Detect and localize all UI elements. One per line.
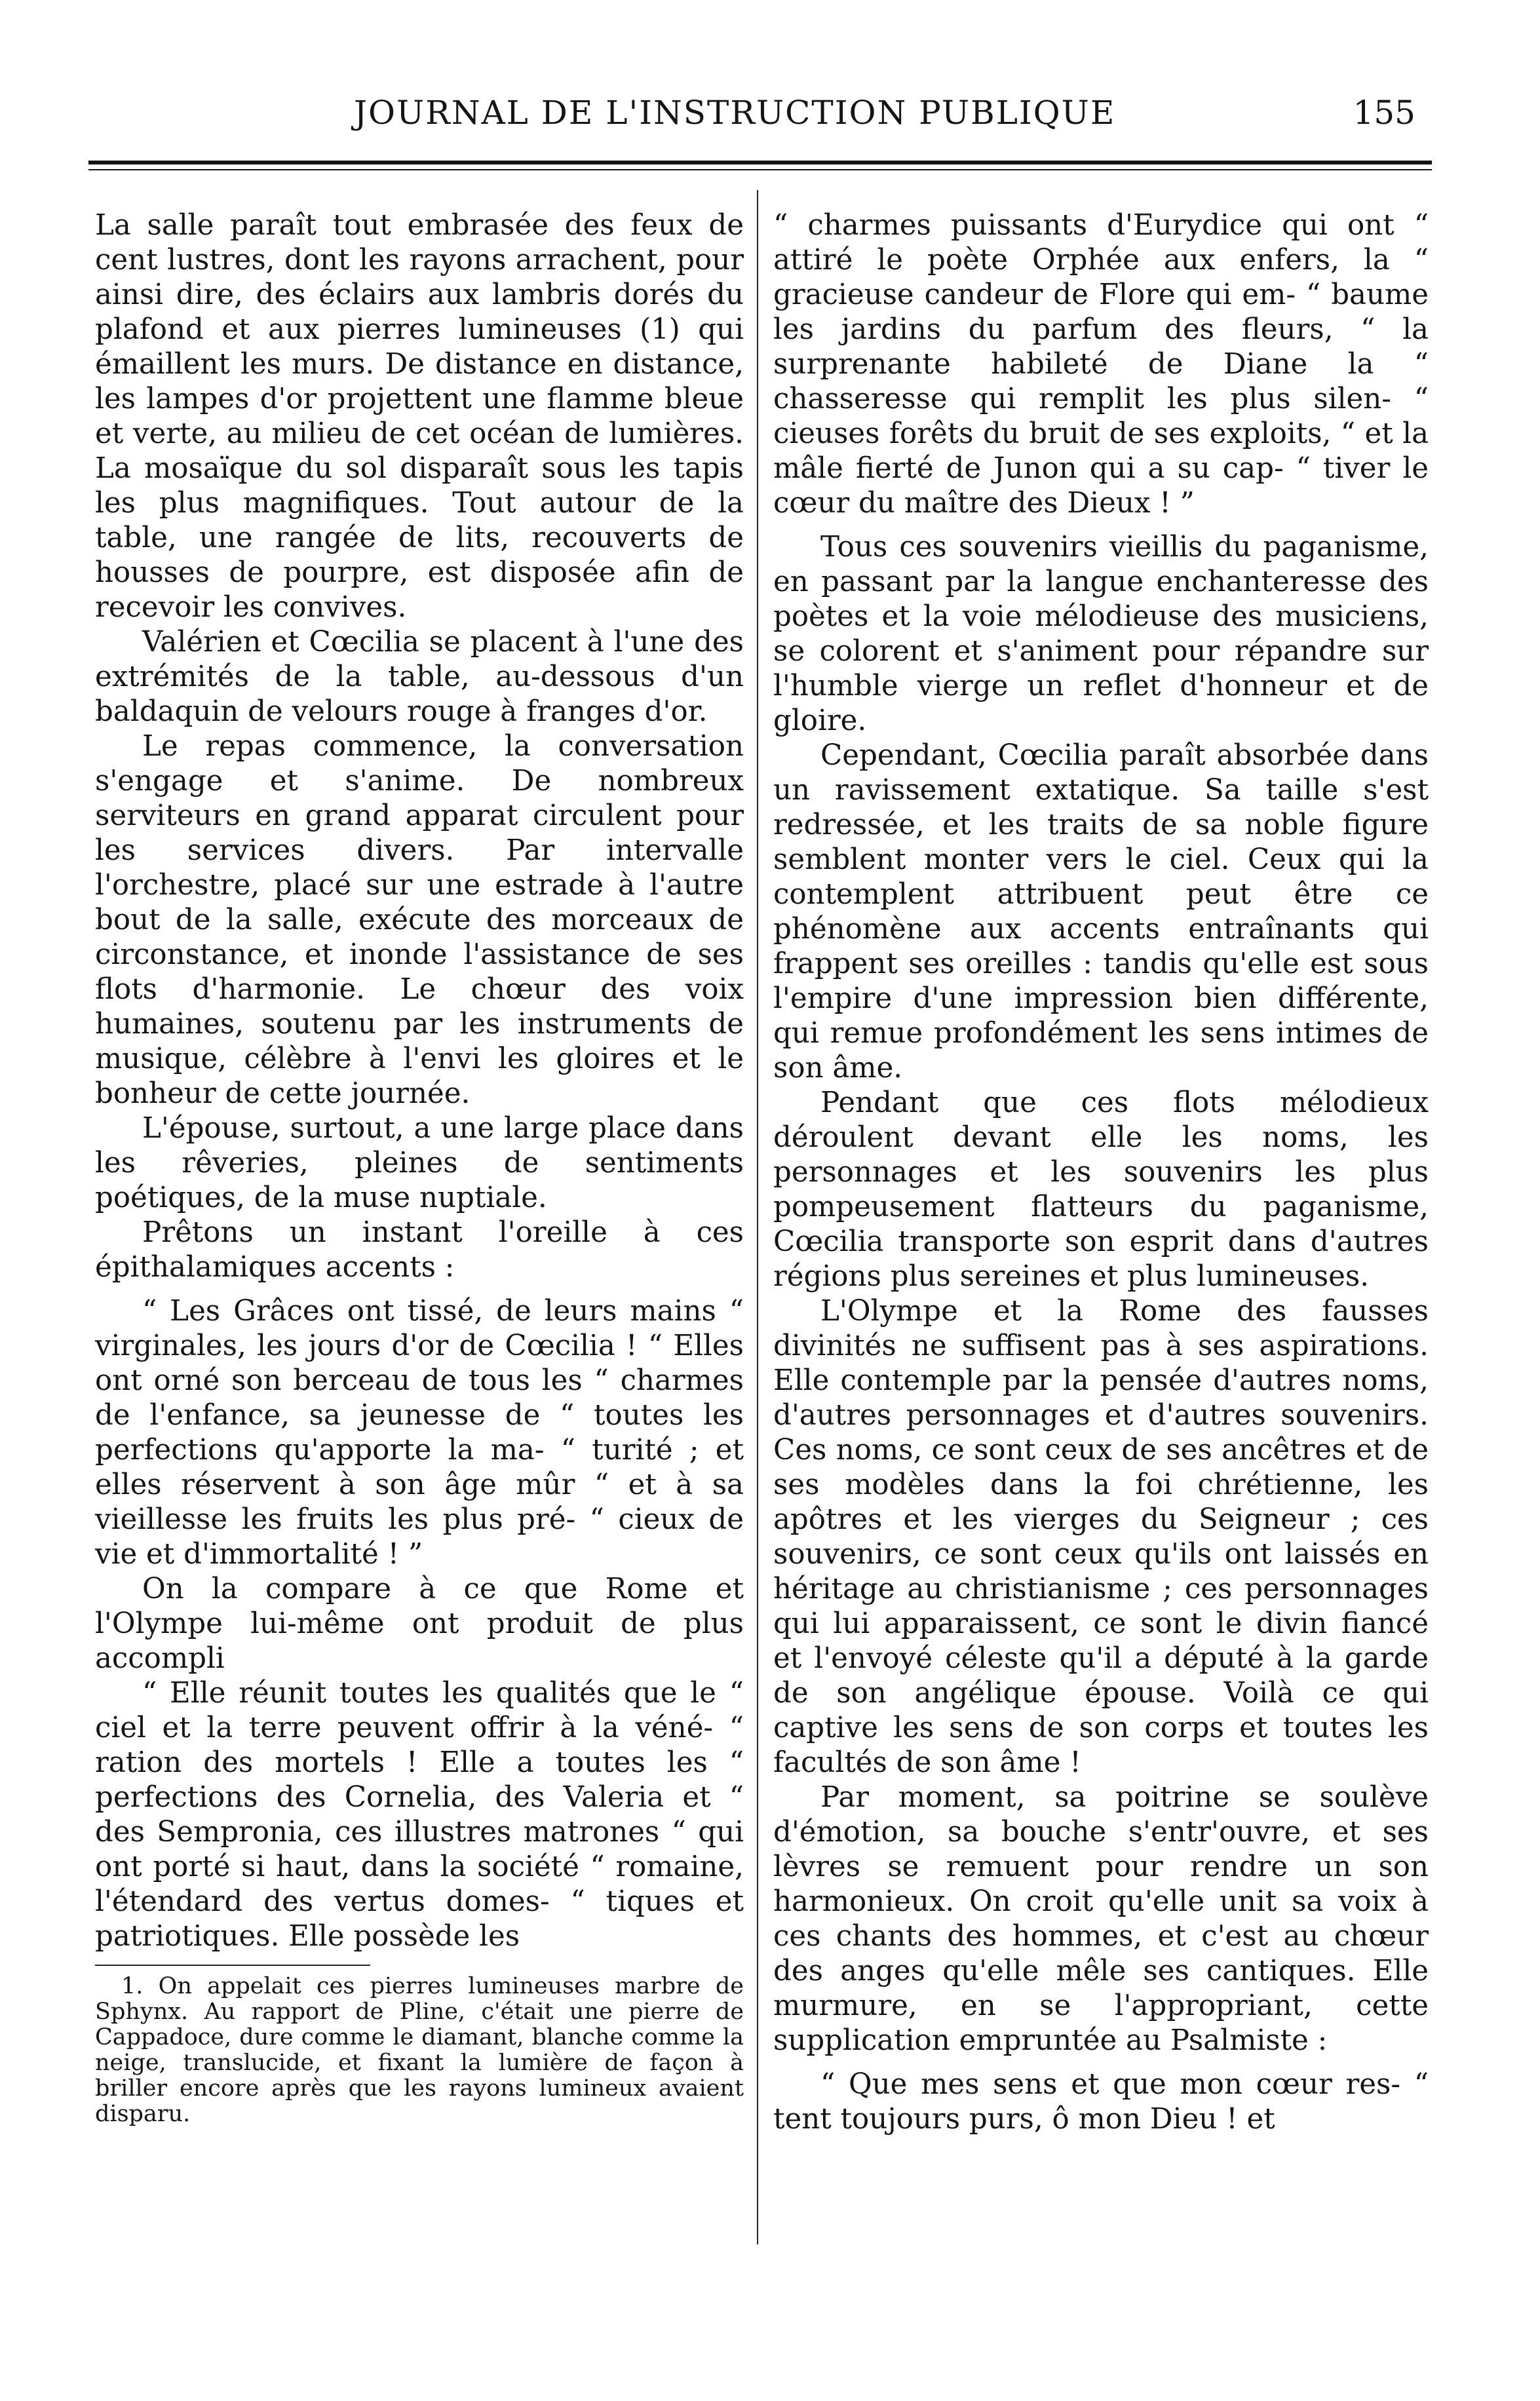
running-header — [98, 88, 1415, 147]
journal-title: JOURNAL DE L'INSTRUCTION PUBLIQUE — [354, 94, 1116, 132]
right-column — [773, 208, 1429, 2137]
left-column — [95, 208, 744, 2127]
page-number: 155 — [1353, 94, 1415, 132]
paragraph: Prêtons un instant l'oreille à ces épithalamiques accents : — [95, 1216, 744, 1284]
header-rule-thin — [88, 169, 1432, 170]
quotation: “ Les Grâces ont tissé, de leurs mains “ virginales, les jours d'or de Cœcilia ! “ Elles ont orné son berceau de tous les “ charmes de l'enfance, sa jeunesse de “ toutes les perfections qu'apporte la ma- “ turité ; et elles réservent à son âge mûr “ et à sa vieillesse les fruits les plus pré- “ cieux de vie et d'immortalité ! ” — [95, 1295, 744, 1571]
paragraph: Valérien et Cœcilia se placent à l'une des extrémités de la table, au-dessous d'un baldaquin de velours rouge à franges d'or. — [95, 626, 744, 728]
paragraph: Tous ces souvenirs vieillis du paganisme, en passant par la langue enchanteresse des poètes et la voie mélodieuse des musiciens, se colorent et s'animent pour répandre sur l'humble vierge un reflet d'honneur et de gloire. — [773, 531, 1429, 737]
footnote-rule — [95, 1965, 370, 1966]
header-rule — [88, 161, 1432, 164]
paragraph: Cependant, Cœcilia paraît absorbée dans un ravissement extatique. Sa taille s'est redressée, et les traits de sa noble figure semblent monter vers le ciel. Ceux qui la contemplent attribuent peut être ce phénomène aux accents entraînants qui frappent ses oreilles : tandis qu'elle est sous l'empire d'une impression bien différente, qui remue profondément les sens intimes de son âme. — [773, 739, 1429, 1085]
quotation: “ Que mes sens et que mon cœur res- “ tent toujours purs, ô mon Dieu ! et — [773, 2068, 1429, 2136]
footnote: 1. On appelait ces pierres lumineuses marbre de Sphynx. Au rapport de Pline, c'était une pierre de Cappadoce, dure comme le diamant, blanche comme la neige, translucide, et fixant la lumière de façon à briller encore après que les rayons lumineux avaient disparu. — [95, 1973, 744, 2127]
quotation: “ charmes puissants d'Eurydice qui ont “ attiré le poète Orphée aux enfers, la “ gracieuse candeur de Flore qui em- “ baume les jardins du parfum des fleurs, “ la surprenante habileté de Diane la “ chasseresse qui remplit les plus silen- “ cieuses forêts du bruit de ses exploits, “ et la mâle fierté de Junon qui a su cap- “ tiver le cœur du maître des Dieux ! ” — [773, 209, 1429, 520]
paragraph: L'Olympe et la Rome des fausses divinités ne suffisent pas à ses aspirations. Elle contemple par la pensée d'autres noms, d'autres personnages et d'autres souvenirs. Ces noms, ce sont ceux de ses ancêtres et de ses modèles dans la foi chrétienne, les apôtres et les vierges du Seigneur ; ces souvenirs, ce sont ceux qu'ils ont laissés en héritage au christianisme ; ces personnages qui lui apparaissent, ce sont le divin fiancé et l'envoyé céleste qu'il a député à la garde de son angélique épouse. Voilà ce qui captive les sens de son corps et toutes les facultés de son âme ! — [773, 1295, 1429, 1779]
paragraph: On la compare à ce que Rome et l'Olympe lui-même ont produit de plus accompli — [95, 1573, 744, 1675]
paragraph: Par moment, sa poitrine se soulève d'émotion, sa bouche s'entr'ouvre, et ses lèvres se remuent pour rendre un son harmonieux. On croit qu'elle unit sa voix à ces chants des hommes, et c'est au chœur des anges qu'elle mêle ses cantiques. Elle murmure, en se l'appropriant, cette supplication empruntée au Psalmiste : — [773, 1781, 1429, 2057]
paragraph: Le repas commence, la conversation s'engage et s'anime. De nombreux serviteurs en grand apparat circulent pour les services divers. Par intervalle l'orchestre, placé sur une estrade à l'autre bout de la salle, exécute des morceaux de circonstance, et inonde l'assistance de ses flots d'harmonie. Le chœur des voix humaines, soutenu par les instruments de musique, célèbre à l'envi les gloires et le bonheur de cette journée. — [95, 730, 744, 1110]
column-divider — [757, 190, 758, 2244]
paragraph: La salle paraît tout embrasée des feux de cent lustres, dont les rayons arrachent, pour ainsi dire, des éclairs aux lambris dorés du plafond et aux pierres lumineuses (1) qui émaillent les murs. De distance en distance, les lampes d'or projettent une flamme bleue et verte, au milieu de cet océan de lumières. La mosaïque du sol disparaît sous les tapis les plus magnifiques. Tout autour de la table, une rangée de lits, recouverts de housses de pourpre, est disposée afin de recevoir les convives. — [95, 209, 744, 624]
quotation: “ Elle réunit toutes les qualités que le “ ciel et la terre peuvent offrir à la véné- “ ration des mortels ! Elle a toutes les “ perfections des Cornelia, des Valeria et “ des Sempronia, ces illustres matrones “ qui ont porté si haut, dans la société “ romaine, l'étendard des vertus domes- “ tiques et patriotiques. Elle possède les — [95, 1677, 744, 1953]
paragraph: Pendant que ces flots mélodieux déroulent devant elle les noms, les personnages et les souvenirs les plus pompeusement flatteurs du paganisme, Cœcilia transporte son esprit dans d'autres régions plus sereines et plus lumineuses. — [773, 1086, 1429, 1293]
paragraph: L'épouse, surtout, a une large place dans les rêveries, pleines de sentiments poétiques, de la muse nuptiale. — [95, 1112, 744, 1214]
